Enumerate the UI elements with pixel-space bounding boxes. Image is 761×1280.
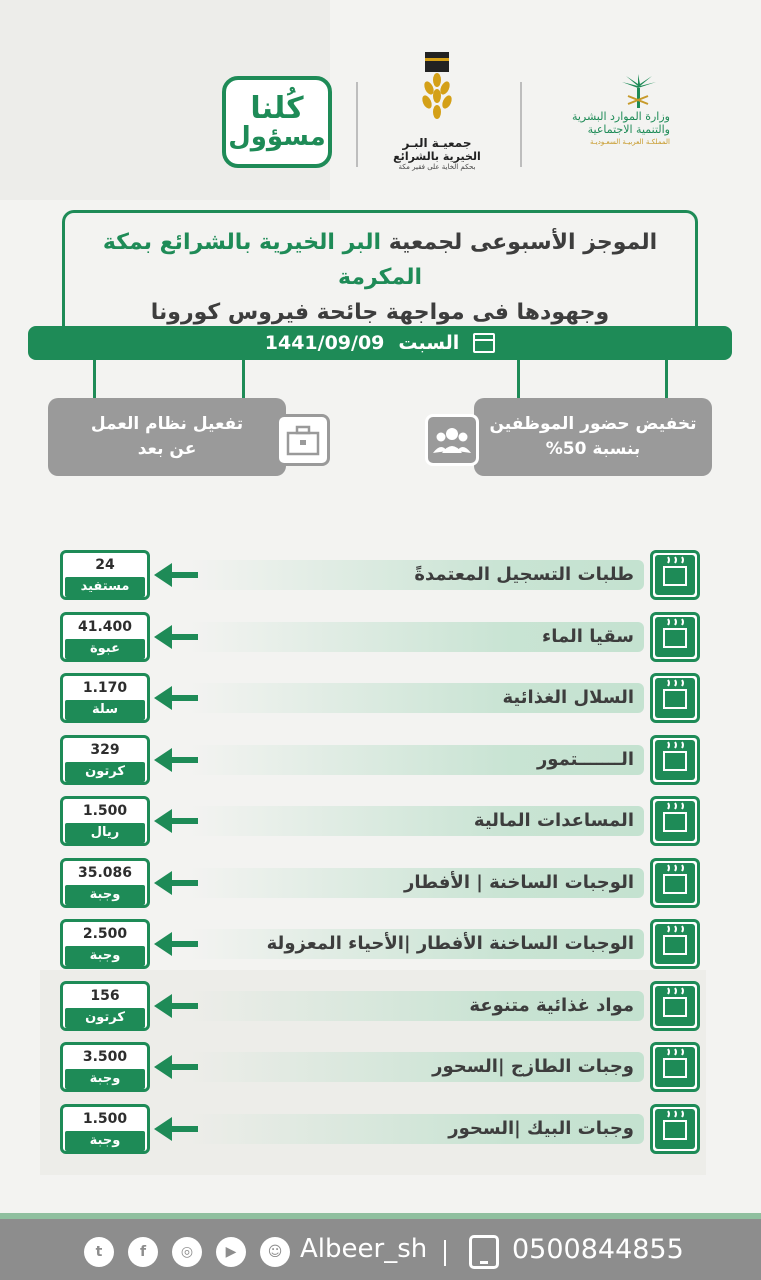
registration-icon: [650, 550, 700, 600]
stat-value-box: [60, 1104, 150, 1154]
stat-value: 35.086: [77, 865, 133, 881]
stat-label: المساعدات المالية: [190, 806, 644, 836]
stat-value-box: [60, 981, 150, 1031]
arrow-left-icon: [154, 992, 198, 1020]
connector-line: [242, 360, 245, 398]
stat-unit: سلة: [65, 700, 145, 720]
stat-value: 1.170: [82, 680, 128, 696]
arrow-left-icon: [154, 930, 198, 958]
arrow-left-icon: [154, 746, 198, 774]
facebook-icon[interactable]: f: [128, 1237, 158, 1267]
connector-line: [517, 360, 520, 398]
instagram-icon[interactable]: ◎: [172, 1237, 202, 1267]
stat-value-box: [60, 673, 150, 723]
youtube-icon[interactable]: ▶: [216, 1237, 246, 1267]
stat-unit: مستفيد: [65, 577, 145, 597]
stat-value-box: [60, 796, 150, 846]
logo-divider: [520, 82, 522, 167]
stat-unit: ريال: [65, 823, 145, 843]
stat-unit: كرتون: [65, 762, 145, 782]
stat-value: 24: [95, 557, 115, 573]
stat-label: سقيا الماء: [190, 622, 644, 652]
briefcase-icon: [276, 414, 330, 466]
arrow-left-icon: [154, 623, 198, 651]
date-value: 1441/09/09: [264, 332, 385, 354]
stat-value-box: [60, 1042, 150, 1092]
hot-meal-icon: [650, 919, 700, 969]
arrow-left-icon: [154, 561, 198, 589]
stat-value-box: [60, 858, 150, 908]
date-day: السبت: [398, 332, 460, 354]
kolna-masool-logo: كُلنا مسؤول: [222, 76, 332, 168]
calendar-icon: [473, 333, 495, 353]
stat-unit: كرتون: [65, 1008, 145, 1028]
stat-value: 1.500: [82, 1111, 128, 1127]
stat-label: الوجبات الساخنة الأفطار |الأحياء المعزولة: [190, 929, 644, 959]
stat-value: 41.400: [77, 619, 133, 635]
footer-separator: [444, 1240, 446, 1266]
remote-work-box: تفعيل نظام العمل عن بعد: [48, 398, 286, 476]
arrow-left-icon: [154, 684, 198, 712]
hot-meal-icon: [650, 1042, 700, 1092]
date-bar: [28, 326, 732, 360]
phone-icon: [469, 1235, 499, 1269]
stat-unit: وجبة: [65, 1131, 145, 1151]
albirr-society-logo: جمعيـة البـر الخيرية بالشرائع بحكم الخاية على فقير مكة: [378, 50, 496, 175]
palm-tree-icon: [618, 74, 658, 108]
kaaba-wheat-icon: [407, 50, 467, 130]
stat-value-box: [60, 919, 150, 969]
food-basket-icon: [650, 673, 700, 723]
stat-unit: وجبة: [65, 885, 145, 905]
staff-group-icon: [425, 414, 479, 466]
arrow-left-icon: [154, 869, 198, 897]
stat-unit: وجبة: [65, 1069, 145, 1089]
social-handle[interactable]: Albeer_sh: [300, 1234, 428, 1264]
stat-label: السلال الغذائية: [190, 683, 644, 713]
dates-icon: [650, 735, 700, 785]
connector-line: [93, 360, 96, 398]
stat-value-box: [60, 612, 150, 662]
stat-unit: عبوة: [65, 639, 145, 659]
arrow-left-icon: [154, 807, 198, 835]
stat-value: 2.500: [82, 926, 128, 942]
money-icon: [650, 796, 700, 846]
arrow-left-icon: [154, 1115, 198, 1143]
staff-reduction-box: تخفيض حضور الموظفين بنسبة 50%: [474, 398, 712, 476]
hot-meal-icon: [650, 1104, 700, 1154]
logo-divider: [356, 82, 358, 167]
stat-value: 3.500: [82, 1049, 128, 1065]
snapchat-icon[interactable]: ☺: [260, 1237, 290, 1267]
stat-label: وجبات الطازج |السحور: [190, 1052, 644, 1082]
stat-label: الوجبات الساخنة | الأفطار: [190, 868, 644, 898]
connector-line: [665, 360, 668, 398]
food-box-icon: [650, 981, 700, 1031]
report-title: الموجز الأسبوعى لجمعية البر الخيرية بالشرائع بمكة المكرمة وجهودها فى مواجهة جائحة فيروس كورونا: [62, 210, 698, 332]
ministry-logo: وزارة الموارد البشرية والتنمية الاجتماعية المملكـة العربيـة السعـوديـة: [540, 74, 670, 154]
twitter-icon[interactable]: t: [84, 1237, 114, 1267]
phone-number[interactable]: 0500844855: [512, 1234, 684, 1265]
stat-label: مواد غذائية متنوعة: [190, 991, 644, 1021]
stat-value: 156: [90, 988, 120, 1004]
water-bottle-icon: [650, 612, 700, 662]
stat-label: طلبات التسجيل المعتمدةً: [190, 560, 644, 590]
meal-parachute-icon: [650, 858, 700, 908]
stat-label: الـــــــتمور: [190, 745, 644, 775]
stat-unit: وجبة: [65, 946, 145, 966]
stat-value: 1.500: [82, 803, 128, 819]
stat-value: 329: [90, 742, 120, 758]
stat-value-box: [60, 735, 150, 785]
stat-value-box: [60, 550, 150, 600]
stat-label: وجبات البيك |السحور: [190, 1114, 644, 1144]
arrow-left-icon: [154, 1053, 198, 1081]
